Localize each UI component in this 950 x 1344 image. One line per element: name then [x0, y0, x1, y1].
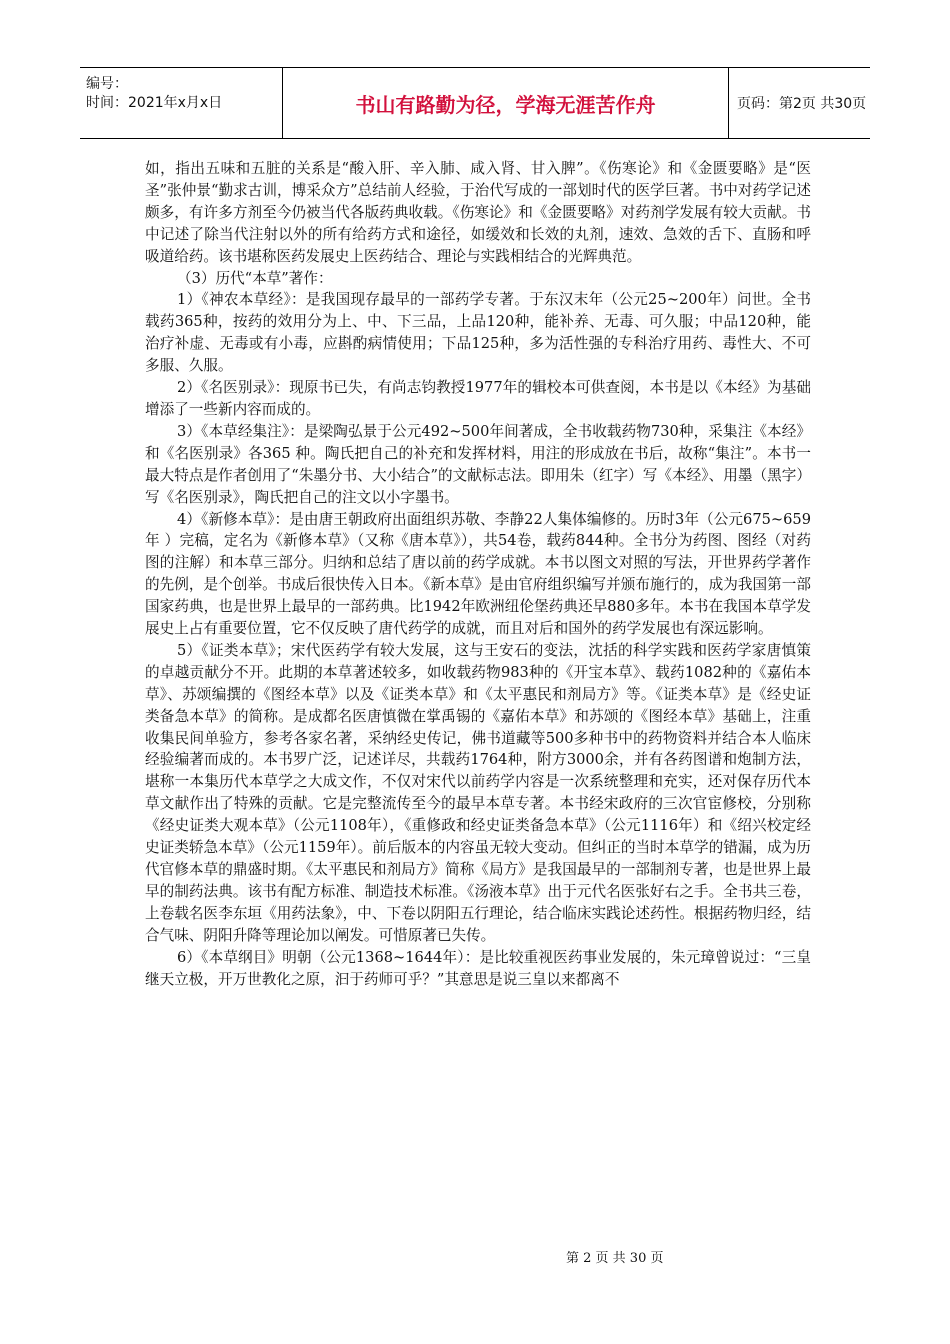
document-header	[80, 67, 870, 139]
header-page-number: 页码：第2页 共30页	[737, 96, 867, 112]
document-body	[145, 158, 811, 990]
paragraph: 6）《本草纲目》明朝（公元1368~1644年）：是比较重视医药事业发展的，朱元璋曾说过：“三皇继天立极，开万世教化之原，汩于药师可乎？”其意思是说三皇以来都离不	[145, 948, 811, 988]
page-footer: 第 2 页 共 30 页	[566, 1251, 664, 1266]
paragraph: 如，指出五味和五脏的关系是“酸入肝、辛入肺、咸入肾、甘入脾”。《伤寒论》和《金匮要略》是“医圣”张仲景“勤求古训，博采众方”总结前人经验，于治代写成的一部划时代的医学巨著。书中对药学记述颇多，有许多方剂至今仍被当代各版药典收载。《伤寒论》和《金匮要略》对药剂学发展有较大贡献。书中记述了除当代注射以外的所有给药方式和途径，如缓效和长效的丸剂，速效、急效的舌下、直肠和呼吸道给药。该书堪称医药发展史上医药结合、理论与实践相结合的光辉典范。	[145, 160, 811, 265]
header-motto: 书山有路勤为径，学海无涯苦作舟	[283, 68, 729, 138]
header-meta-cell	[80, 68, 283, 138]
paragraph: 4）《新修本草》：是由唐王朝政府出面组织苏敬、李静22人集体编修的。历时3年（公元675~659年 ）完稿，定名为《新修本草》（又称《唐本草》），共54卷，载药844种。全书分为药图、图经（对药图的注解）和本草三部分。归纳和总结了唐以前的药学成就。本书以图文对照的写法，开世界药学著作的先例，是个创举。书成后很快传入日本。《新本草》是由官府组织编写并颁布施行的，成为我国第一部国家药典，也是世界上最早的一部药典。比1942年欧洲纽伦堡药典还早880多年。本书在我国本草学发展史上占有重要位置，它不仅反映了唐代药学的成就，而且对后和国外的药学发展也有深远影响。	[145, 510, 811, 638]
document-number-label: 编号：	[86, 76, 128, 92]
paragraph: 1）《神农本草经》：是我国现存最早的一部药学专著。于东汉末年（公元25~200年）问世。全书载药365种，按药的效用分为上、中、下三品，上品120种，能补养、无毒、可久服；中品120种，能治疗补虚、无毒或有小毒，应斟酌病情使用；下品125种，多为活性强的专科治疗用药、毒性大、不可多服、久服。	[145, 291, 811, 375]
section-heading: （3）历代“本草”著作：	[177, 269, 333, 287]
paragraph: 3）《本草经集注》：是梁陶弘景于公元492~500年间著成，全书收载药物730种，采集注《本经》和《名医别录》各365 种。陶氏把自己的补充和发挥材料，用注的形成放在书后，故称“集注”。本书一最大特点是作者创用了“朱墨分书、大小结合”的文献标志法。即用朱（红字）写《本经》、用墨（黑字）写《名医别录》，陶氏把自己的注文以小字墨书。	[145, 422, 811, 506]
paragraph: 2）《名医别录》：现原书已失，有尚志钧教授1977年的辑校本可供查阅，本书是以《本经》为基础增添了一些新内容而成的。	[145, 379, 811, 418]
document-date-label: 时间：2021年x月x日	[86, 95, 223, 111]
paragraph: 5）《证类本草》；宋代医药学有较大发展，这与王安石的变法，沈括的科学实践和医药学家唐慎策的卓越贡献分不开。此期的本草著述较多，如收载药物983种的《开宝本草》、载药1082种的《嘉佑本草》、苏颂编撰的《图经本草》以及《证类本草》和《太平惠民和剂局方》等。《证类本草》是《经史证类备急本草》的简称。是成都名医唐慎微在掌禹锡的《嘉佑本草》和苏颂的《图经本草》基础上，注重收集民间单验方，参考各家名著，采纳经史传记，佛书道藏等500多种书中的药物资料并结合本人临床经验编著而成的。本书罗广泛，记述详尽，共载药1764种，附方3000余，并有各药图谱和炮制方法，堪称一本集历代本草学之大成文作，不仅对宋代以前药学内容是一次系统整理和充实，还对保存历代本草文献作出了特殊的贡献。它是完整流传至今的最早本草专著。本书经宋政府的三次官宦修校，分别称《经史证类大观本草》（公元1108年），《重修政和经史证类备急本草》（公元1116年）和《绍兴校定经史证类轿急本草》（公元1159年）。前后版本的内容虽无较大变动。但纠正的当时本草学的错漏，成为历代官修本草的鼎盛时期。《太平惠民和剂局方》简称《局方》是我国最早的一部制剂专著，也是世界上最早的制药法典。该书有配方标准、制造技术标准。《汤液本草》出于元代名医张好右之手。全书共三卷，上卷载名医李东垣《用药法象》，中、下卷以阴阳五行理论，结合临床实践论述药性。根据药物归经，结合气味、阴阳升降等理论加以阐发。可惜原著已失传。	[145, 641, 811, 944]
